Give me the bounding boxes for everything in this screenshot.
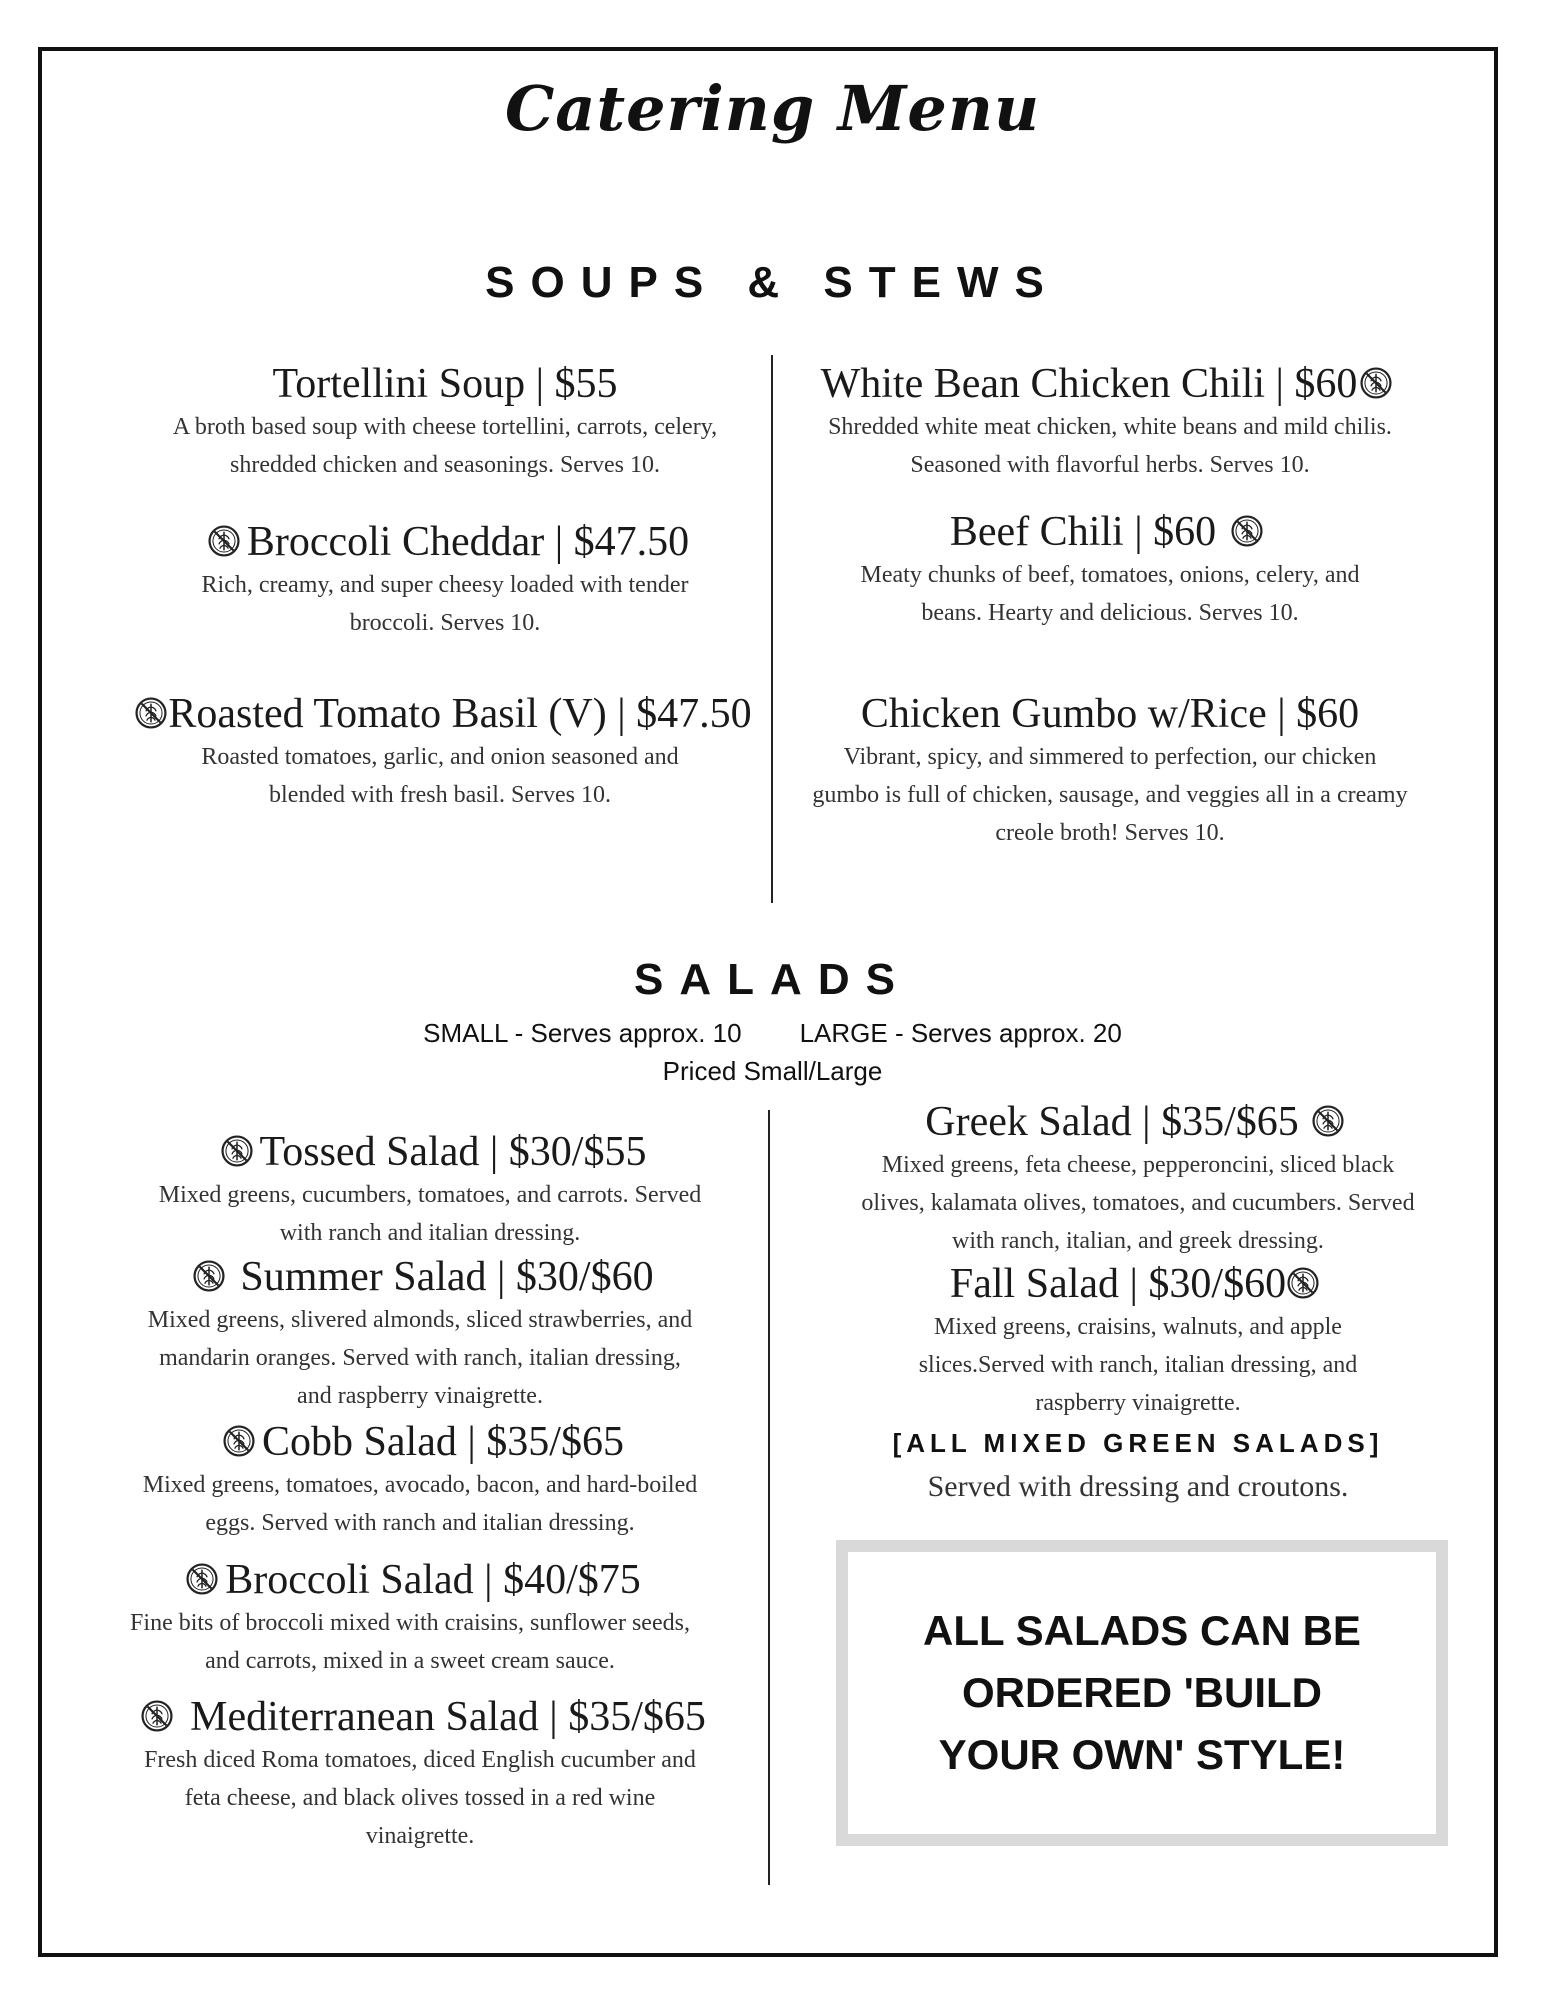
salads-heading: SALADS (634, 955, 911, 1004)
item-desc: Rich, creamy, and super cheesy loaded with tender broccoli. Serves 10. (201, 572, 689, 637)
gluten-free-icon (185, 1562, 219, 1596)
menu-item-chicken-gumbo (810, 690, 1410, 852)
item-title: Fall Salad | $30/$60 (949, 1261, 1287, 1307)
mixed-green-heading: [ALL MIXED GREEN SALADS] (892, 1428, 1384, 1458)
gluten-free-icon (1311, 1104, 1345, 1138)
salads-divider (768, 1110, 770, 1885)
item-desc: Mixed greens, cucumbers, tomatoes, and carrots. Served with ranch and italian dressing. (158, 1182, 702, 1247)
item-desc: Roasted tomatoes, garlic, and onion seasoned and blended with fresh basil. Serves 10. (201, 744, 679, 809)
menu-item-tossed-salad (130, 1128, 730, 1252)
soups-divider (771, 355, 773, 903)
mixed-green-note: Served with dressing and croutons. (927, 1470, 1349, 1503)
item-title: Cobb Salad | $35/$65 (262, 1419, 624, 1465)
item-title: Summer Salad | $30/$60 (240, 1254, 654, 1300)
menu-item-beef-chili (820, 508, 1400, 632)
gluten-free-icon (222, 1424, 256, 1458)
item-title: Beef Chili | $60 (949, 509, 1217, 555)
build-your-own-text: ALL SALADS CAN BE ORDERED 'BUILD YOUR OWN' STYLE! (923, 1607, 1361, 1778)
item-desc: Fine bits of broccoli mixed with craisins, sunflower seeds, and carrots, mixed in a sweet cream sauce. (130, 1610, 690, 1675)
small-size-note: SMALL - Serves approx. 10 (423, 1018, 742, 1048)
build-your-own-callout (836, 1540, 1448, 1846)
item-title: Chicken Gumbo w/Rice | $60 (860, 691, 1360, 737)
gluten-free-icon (140, 1699, 174, 1733)
item-title: Tossed Salad | $30/$55 (259, 1129, 647, 1175)
menu-item-roasted-tomato-basil (100, 690, 780, 814)
gluten-free-icon (1359, 366, 1393, 400)
item-desc: Fresh diced Roma tomatoes, diced English cucumber and feta cheese, and black olives tossed in a red wine vinaigrette. (144, 1747, 696, 1850)
item-desc: Mixed greens, tomatoes, avocado, bacon, and hard-boiled eggs. Served with ranch and italian dressing. (142, 1472, 698, 1537)
menu-item-broccoli-cheddar (140, 518, 750, 642)
gluten-free-icon (207, 524, 241, 558)
gluten-free-icon (134, 696, 168, 730)
gluten-free-icon (1230, 514, 1264, 548)
menu-item-white-bean-chicken-chili (800, 360, 1420, 484)
item-title: Broccoli Salad | $40/$75 (225, 1557, 641, 1603)
gluten-free-icon (220, 1134, 254, 1168)
menu-item-fall-salad (868, 1260, 1408, 1422)
item-title: Roasted Tomato Basil (V) | $47.50 (168, 691, 752, 737)
item-desc: Mixed greens, slivered almonds, sliced strawberries, and mandarin oranges. Served with ranch, italian dressing, and raspberry vinaigrette. (147, 1307, 693, 1410)
priced-note: Priced Small/Large (662, 1056, 883, 1086)
menu-item-mediterranean-salad (100, 1693, 740, 1855)
page-title: Catering Menu (504, 72, 1041, 145)
item-desc: Meaty chunks of beef, tomatoes, onions, celery, and beans. Hearty and delicious. Serves 10. (860, 562, 1360, 627)
item-desc: Shredded white meat chicken, white beans and mild chilis. Seasoned with flavorful herbs. Serves 10. (828, 414, 1392, 479)
item-desc: Mixed greens, feta cheese, pepperoncini, sliced black olives, kalamata olives, tomatoes, and cucumbers. Served with ranch, italian, and greek dressing. (861, 1152, 1415, 1255)
item-title: Mediterranean Salad | $35/$65 (190, 1694, 706, 1740)
menu-item-greek-salad (838, 1098, 1438, 1260)
item-title: Tortellini Soup | $55 (272, 361, 618, 407)
item-desc: A broth based soup with cheese tortellini, carrots, celery, shredded chicken and seasonings. Serves 10. (172, 414, 718, 479)
item-desc: Mixed greens, craisins, walnuts, and apple slices.Served with ranch, italian dressing, and raspberry vinaigrette. (918, 1314, 1358, 1417)
menu-item-summer-salad (120, 1253, 720, 1415)
gluten-free-icon (192, 1259, 226, 1293)
menu-item-cobb-salad (120, 1418, 720, 1542)
menu-item-tortellini-soup (140, 360, 750, 484)
menu-item-broccoli-salad (110, 1556, 710, 1680)
large-size-note: LARGE - Serves approx. 20 (799, 1018, 1122, 1048)
item-title: Greek Salad | $35/$65 (925, 1099, 1299, 1145)
gluten-free-icon (1286, 1266, 1320, 1300)
item-title: White Bean Chicken Chili | $60 (820, 361, 1358, 407)
salads-size-note (0, 1018, 1545, 1049)
item-title: Broccoli Cheddar | $47.50 (246, 519, 690, 565)
soups-heading: SOUPS & STEWS (485, 258, 1060, 307)
item-desc: Vibrant, spicy, and simmered to perfection, our chicken gumbo is full of chicken, sausage, and veggies all in a creamy creole broth! Serves 10. (812, 744, 1408, 847)
